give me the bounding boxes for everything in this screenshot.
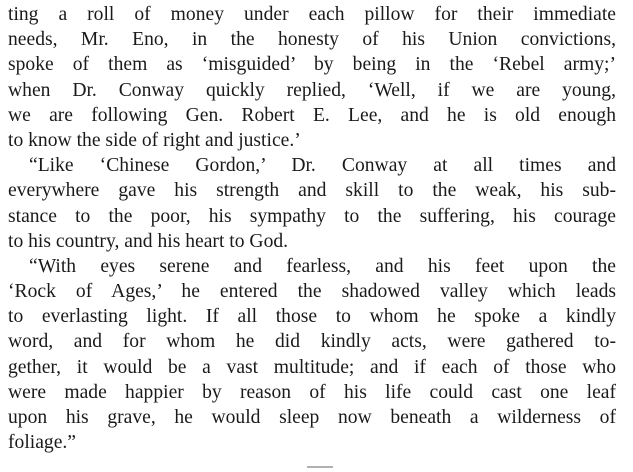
paragraph-2 [8, 153, 616, 254]
text-line: spoke of them as ‘misguided’ by being in the ‘Rebel army;’ [8, 54, 616, 76]
text-line: ting a roll of money under each pillow for their immediate [8, 4, 616, 25]
text-line: upon his grave, he would sleep now beneath a wilderness of [8, 407, 616, 428]
text-line: word, and for whom he did kindly acts, were gathered to- [8, 331, 616, 353]
text-line: “Like ‘Chinese Gordon,’ Dr. Conway at all times and [29, 155, 616, 177]
text-line: we are following Gen. Robert E. Lee, and he is old enough [8, 104, 616, 126]
paragraph-3 [8, 254, 616, 456]
text-line: ‘Rock of Ages,’ he entered the shadowed valley which leads [8, 281, 616, 303]
text-line: stance to the poor, his sympathy to the suffering, his courage [8, 205, 616, 227]
page-edge-mark [307, 466, 333, 468]
text-line: foliage.” [8, 432, 76, 454]
text-line: to his country, and his heart to God. [8, 230, 289, 252]
text-line: were made happier by reason of his life could cast one leaf [8, 381, 616, 403]
text-line: everywhere gave his strength and skill to the weak, his sub- [8, 180, 616, 202]
document-page [8, 2, 616, 455]
text-line: to everlasting light. If all those to whom he spoke a kindly [8, 306, 616, 328]
text-line: when Dr. Conway quickly replied, ‘Well, if we are young, [8, 79, 616, 101]
text-line: gether, it would be a vast multitude; and if each of those who [8, 356, 616, 378]
text-line: “With eyes serene and fearless, and his feet upon the [29, 255, 616, 277]
text-line: to know the side of right and justice.’ [8, 129, 301, 151]
paragraph-1 [8, 2, 616, 153]
text-line: needs, Mr. Eno, in the honesty of his Union convictions, [8, 29, 616, 51]
